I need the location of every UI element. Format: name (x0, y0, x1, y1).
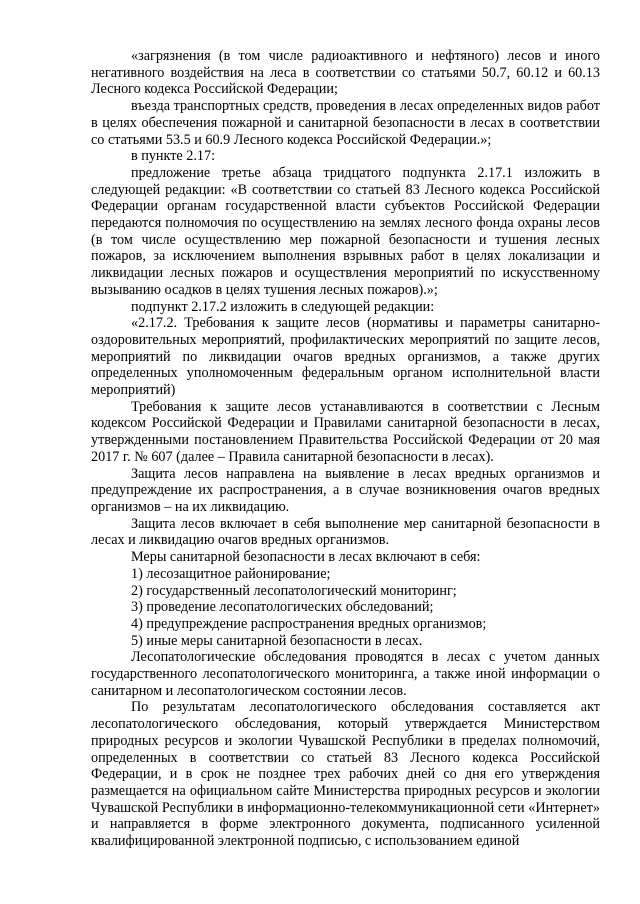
paragraph: подпункт 2.17.2 изложить в следующей редакции: (131, 298, 435, 315)
paragraph: По результатам лесопатологического обследования составляется акт лесопатологического обследования, который утверждается Министерством природных ресурсов и экологии Чувашской Республики в пределах полномочий, определенных в соответствии со статьей 83 Лесного кодекса Российской Федерации, и в срок не позднее трех рабочих дней со дня его утверждения размещается на официальном сайте Министерства природных ресурсов и экологии Чувашской Республики в информационно-телекоммуникационной сети «Интернет» и направляется в форме электронного документа, подписанного усиленной квалифицированной электронной подписью, с использованием единой (91, 699, 600, 850)
paragraph: в пункте 2.17: (131, 148, 216, 165)
paragraph: Требования к защите лесов устанавливаются в соответствии с Лесным кодексом Российской Федерации и Правилами санитарной безопасности в лесах, утвержденными постановлением Правительства Российской Федерации от 20 мая 2017 г. № 607 (далее – Правила санитарной безопасности в лесах). (91, 398, 600, 465)
paragraph: Меры санитарной безопасности в лесах включают в себя: (131, 549, 481, 566)
paragraph: «загрязнения (в том числе радиоактивного и нефтяного) лесов и иного негативного воздействия на леса в соответствии со статьями 50.7, 60.12 и 60.13 Лесного кодекса Российской Федерации; (91, 48, 600, 98)
paragraph: Защита лесов включает в себя выполнение мер санитарной безопасности в лесах и ликвидацию очагов вредных организмов. (91, 515, 600, 549)
paragraph: Защита лесов направлена на выявление в лесах вредных организмов и предупреждение их распространения, а в случае возникновения очагов вредных организмов – на их ликвидацию. (91, 465, 600, 515)
paragraph: «2.17.2. Требования к защите лесов (нормативы и параметры санитарно-оздоровительных мероприятий, профилактических мероприятий по защите лесов, мероприятий по ликвидации очагов вредных организмов, а также других определенных уполномоченным федеральным органом исполнительной власти мероприятий) (91, 315, 600, 399)
paragraph: Лесопатологические обследования проводятся в лесах с учетом данных государственного лесопатологического мониторинга, а также иной информации о санитарном и лесопатологическом состоянии лесов. (91, 649, 600, 699)
list-item: 5) иные меры санитарной безопасности в лесах. (131, 632, 423, 649)
list-item: 1) лесозащитное районирование; (131, 565, 331, 582)
document-body (91, 48, 600, 850)
list-item: 3) проведение лесопатологических обследований; (131, 599, 434, 616)
list-item: 4) предупреждение распространения вредных организмов; (131, 615, 487, 632)
paragraph: въезда транспортных средств, проведения в лесах определенных видов работ в целях обеспечения пожарной и санитарной безопасности в лесах в соответствии со статьями 53.5 и 60.9 Лесного кодекса Российской Федерации.»; (91, 98, 600, 148)
list-item: 2) государственный лесопатологический мониторинг; (131, 582, 457, 599)
paragraph: предложение третье абзаца тридцатого подпункта 2.17.1 изложить в следующей редакции: «В соответствии со статьей 83 Лесного кодекса Российской Федерации органам государственной власти субъектов Российской Федерации передаются полномочия по осуществлению на землях лесного фонда охраны лесов (в том числе осуществлению мер пожарной безопасности и тушения лесных пожаров, за исключением выполнения взрывных работ в целях локализации и ликвидации лесных пожаров и осуществления мероприятий по искусственному вызыванию осадков в целях тушения лесных пожаров).»; (91, 164, 600, 298)
